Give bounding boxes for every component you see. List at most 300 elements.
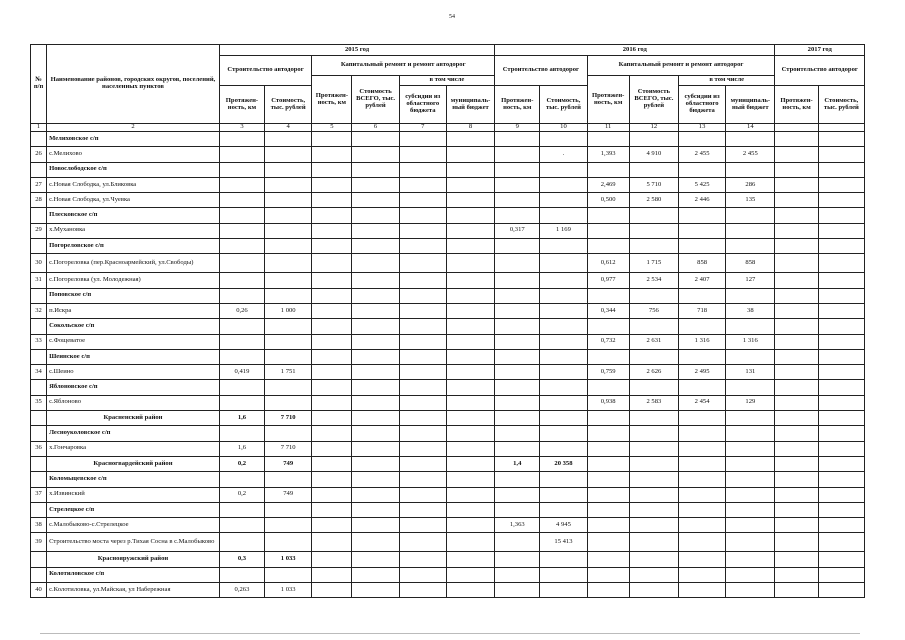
value-cell bbox=[540, 177, 587, 192]
empty-cell bbox=[678, 208, 725, 223]
empty-cell bbox=[775, 380, 818, 395]
value-cell: 1 751 bbox=[265, 365, 312, 380]
empty-cell bbox=[540, 319, 587, 334]
empty-cell bbox=[818, 162, 864, 177]
value-cell bbox=[352, 518, 399, 533]
settlement-row bbox=[31, 132, 865, 147]
empty-cell bbox=[629, 239, 678, 254]
value-cell bbox=[587, 533, 629, 552]
district-name: Краснояружский район bbox=[47, 552, 220, 567]
settlement-name: Шеинское с/п bbox=[47, 349, 220, 364]
empty-cell bbox=[399, 162, 446, 177]
value-cell bbox=[446, 552, 494, 567]
empty-cell bbox=[312, 380, 352, 395]
empty-cell bbox=[265, 426, 312, 441]
empty-cell bbox=[399, 319, 446, 334]
value-cell bbox=[446, 365, 494, 380]
empty-cell bbox=[399, 426, 446, 441]
row-number-cell bbox=[31, 208, 47, 223]
value-cell: 7 710 bbox=[265, 411, 312, 426]
value-cell bbox=[495, 552, 540, 567]
empty-cell bbox=[818, 319, 864, 334]
value-cell bbox=[446, 193, 494, 208]
empty-cell bbox=[726, 288, 775, 303]
value-cell: 286 bbox=[726, 177, 775, 192]
settlement-row bbox=[31, 162, 865, 177]
empty-cell bbox=[495, 567, 540, 582]
row-number: 31 bbox=[31, 273, 47, 288]
value-cell bbox=[629, 223, 678, 238]
value-cell: 1,6 bbox=[219, 411, 264, 426]
row-number-cell bbox=[31, 288, 47, 303]
value-cell: 135 bbox=[726, 193, 775, 208]
table-row bbox=[31, 441, 865, 456]
value-cell: 38 bbox=[726, 303, 775, 318]
settlement-name: Поповское с/п bbox=[47, 288, 220, 303]
value-cell bbox=[446, 456, 494, 471]
table-row bbox=[31, 223, 865, 238]
col-index bbox=[775, 124, 818, 132]
value-cell bbox=[495, 193, 540, 208]
empty-cell bbox=[540, 349, 587, 364]
empty-cell bbox=[678, 426, 725, 441]
value-cell: 20 358 bbox=[540, 456, 587, 471]
empty-cell bbox=[352, 426, 399, 441]
construction-2016-header: Строительство автодорог bbox=[495, 56, 587, 86]
empty-cell bbox=[540, 472, 587, 487]
empty-cell bbox=[312, 239, 352, 254]
value-cell bbox=[352, 533, 399, 552]
value-cell bbox=[446, 441, 494, 456]
repair-2015-header: Капитальный ремонт и ремонт автодорог bbox=[312, 56, 495, 76]
locality-name: х.Мухановка bbox=[47, 223, 220, 238]
settlement-name: Стрелецкое с/п bbox=[47, 502, 220, 517]
empty-cell bbox=[446, 567, 494, 582]
value-cell bbox=[265, 147, 312, 162]
row-number: 32 bbox=[31, 303, 47, 318]
empty-cell bbox=[399, 380, 446, 395]
col-index: 8 bbox=[446, 124, 494, 132]
empty-cell bbox=[352, 239, 399, 254]
value-cell bbox=[587, 223, 629, 238]
empty-cell bbox=[446, 162, 494, 177]
value-cell: 2 626 bbox=[629, 365, 678, 380]
value-cell bbox=[726, 456, 775, 471]
value-cell: 0,500 bbox=[587, 193, 629, 208]
value-cell bbox=[587, 456, 629, 471]
empty-cell bbox=[540, 567, 587, 582]
settlement-name: Колотиловское с/п bbox=[47, 567, 220, 582]
value-cell bbox=[678, 518, 725, 533]
value-cell bbox=[587, 552, 629, 567]
value-cell: 0,26 bbox=[219, 303, 264, 318]
value-cell bbox=[352, 273, 399, 288]
empty-cell bbox=[587, 380, 629, 395]
empty-cell bbox=[587, 239, 629, 254]
empty-cell bbox=[446, 502, 494, 517]
value-cell bbox=[726, 518, 775, 533]
value-cell bbox=[399, 273, 446, 288]
empty-cell bbox=[495, 239, 540, 254]
value-cell bbox=[818, 552, 864, 567]
value-cell: 0,3 bbox=[219, 552, 264, 567]
year-2017-header: 2017 год bbox=[775, 45, 865, 56]
year-2016-header: 2016 год bbox=[495, 45, 775, 56]
value-cell bbox=[352, 583, 399, 598]
col-index: 7 bbox=[399, 124, 446, 132]
value-cell: 2 446 bbox=[678, 193, 725, 208]
empty-cell bbox=[726, 162, 775, 177]
value-cell bbox=[726, 441, 775, 456]
value-cell bbox=[775, 273, 818, 288]
table-row bbox=[31, 254, 865, 273]
value-cell bbox=[818, 177, 864, 192]
value-cell bbox=[587, 441, 629, 456]
row-number: 29 bbox=[31, 223, 47, 238]
empty-cell bbox=[219, 380, 264, 395]
value-cell bbox=[352, 193, 399, 208]
district-name: Красногвардейский район bbox=[47, 456, 220, 471]
empty-cell bbox=[312, 288, 352, 303]
empty-cell bbox=[446, 472, 494, 487]
value-cell bbox=[540, 441, 587, 456]
value-cell bbox=[678, 552, 725, 567]
value-cell bbox=[219, 273, 264, 288]
value-cell bbox=[726, 583, 775, 598]
value-cell bbox=[726, 552, 775, 567]
value-cell bbox=[219, 147, 264, 162]
row-number-cell bbox=[31, 380, 47, 395]
table-row bbox=[31, 583, 865, 598]
value-cell bbox=[495, 411, 540, 426]
empty-cell bbox=[495, 349, 540, 364]
col-index: 4 bbox=[265, 124, 312, 132]
empty-cell bbox=[352, 349, 399, 364]
value-cell bbox=[540, 365, 587, 380]
empty-cell bbox=[265, 502, 312, 517]
row-number-cell bbox=[31, 411, 47, 426]
row-number-cell bbox=[31, 162, 47, 177]
value-cell bbox=[219, 395, 264, 410]
value-cell bbox=[265, 334, 312, 349]
locality-name: с.Новая Слободка, ул.Чуевка bbox=[47, 193, 220, 208]
value-cell bbox=[678, 583, 725, 598]
value-cell bbox=[352, 147, 399, 162]
empty-cell bbox=[495, 472, 540, 487]
value-cell bbox=[495, 533, 540, 552]
value-cell bbox=[265, 533, 312, 552]
empty-cell bbox=[629, 472, 678, 487]
empty-cell bbox=[540, 502, 587, 517]
value-cell bbox=[446, 487, 494, 502]
incl-2015-header: в том числе bbox=[399, 76, 494, 86]
length-2017-header: Протяжен-ность, км bbox=[775, 86, 818, 124]
value-cell bbox=[726, 487, 775, 502]
empty-cell bbox=[775, 567, 818, 582]
settlement-row bbox=[31, 567, 865, 582]
table-row bbox=[31, 487, 865, 502]
empty-cell bbox=[818, 567, 864, 582]
value-cell bbox=[219, 223, 264, 238]
empty-cell bbox=[818, 426, 864, 441]
value-cell: 1 316 bbox=[678, 334, 725, 349]
value-cell bbox=[775, 193, 818, 208]
row-number: 39 bbox=[31, 533, 47, 552]
empty-cell bbox=[726, 426, 775, 441]
value-cell bbox=[312, 273, 352, 288]
row-number: 38 bbox=[31, 518, 47, 533]
empty-cell bbox=[399, 567, 446, 582]
empty-cell bbox=[265, 132, 312, 147]
value-cell bbox=[352, 177, 399, 192]
value-cell bbox=[352, 223, 399, 238]
value-cell bbox=[446, 177, 494, 192]
value-cell bbox=[775, 177, 818, 192]
value-cell bbox=[678, 223, 725, 238]
empty-cell bbox=[818, 239, 864, 254]
value-cell bbox=[726, 533, 775, 552]
value-cell bbox=[446, 518, 494, 533]
value-cell bbox=[352, 411, 399, 426]
value-cell: 5 425 bbox=[678, 177, 725, 192]
empty-cell bbox=[495, 380, 540, 395]
settlement-name: Коломыцевское с/п bbox=[47, 472, 220, 487]
empty-cell bbox=[495, 502, 540, 517]
cost-total-2016-header: Стоимость ВСЕГО, тыс. рублей bbox=[629, 76, 678, 124]
empty-cell bbox=[265, 162, 312, 177]
empty-cell bbox=[629, 380, 678, 395]
settlement-name: Лесноуколовское с/п bbox=[47, 426, 220, 441]
row-number: 33 bbox=[31, 334, 47, 349]
empty-cell bbox=[678, 380, 725, 395]
empty-cell bbox=[446, 132, 494, 147]
row-number: 36 bbox=[31, 441, 47, 456]
page-number: 54 bbox=[449, 14, 455, 20]
col-num-header: № п/п bbox=[31, 45, 47, 124]
value-cell: 756 bbox=[629, 303, 678, 318]
value-cell bbox=[818, 533, 864, 552]
empty-cell bbox=[726, 319, 775, 334]
empty-cell bbox=[312, 472, 352, 487]
value-cell bbox=[540, 552, 587, 567]
empty-cell bbox=[818, 208, 864, 223]
value-cell bbox=[219, 177, 264, 192]
empty-cell bbox=[219, 162, 264, 177]
value-cell: 4 910 bbox=[629, 147, 678, 162]
value-cell: 0,2 bbox=[219, 456, 264, 471]
value-cell: 2 580 bbox=[629, 193, 678, 208]
empty-cell bbox=[775, 472, 818, 487]
row-number: 26 bbox=[31, 147, 47, 162]
value-cell bbox=[775, 254, 818, 273]
value-cell bbox=[818, 193, 864, 208]
table-row bbox=[31, 518, 865, 533]
value-cell: 2 455 bbox=[726, 147, 775, 162]
value-cell bbox=[540, 334, 587, 349]
empty-cell bbox=[587, 208, 629, 223]
value-cell: 0,317 bbox=[495, 223, 540, 238]
value-cell bbox=[495, 487, 540, 502]
value-cell bbox=[678, 533, 725, 552]
value-cell bbox=[265, 273, 312, 288]
value-cell: 5 710 bbox=[629, 177, 678, 192]
settlement-row bbox=[31, 349, 865, 364]
col-index: 2 bbox=[47, 124, 220, 132]
construction-2017-header: Строительство автодорог bbox=[775, 56, 865, 86]
empty-cell bbox=[399, 349, 446, 364]
value-cell: . bbox=[540, 147, 587, 162]
value-cell bbox=[219, 254, 264, 273]
empty-cell bbox=[265, 208, 312, 223]
empty-cell bbox=[312, 162, 352, 177]
locality-name: с.Погореловка (пер.Красноармейский, ул.Свободы) bbox=[47, 254, 220, 273]
empty-cell bbox=[219, 349, 264, 364]
row-number: 35 bbox=[31, 395, 47, 410]
value-cell bbox=[399, 365, 446, 380]
empty-cell bbox=[587, 472, 629, 487]
value-cell: 1,4 bbox=[495, 456, 540, 471]
settlement-name: Яблоновское с/п bbox=[47, 380, 220, 395]
value-cell bbox=[219, 533, 264, 552]
value-cell bbox=[587, 411, 629, 426]
empty-cell bbox=[312, 132, 352, 147]
length-2016-repair-header: Протяжен-ность, км bbox=[587, 76, 629, 124]
empty-cell bbox=[775, 239, 818, 254]
value-cell bbox=[495, 303, 540, 318]
value-cell bbox=[629, 518, 678, 533]
cost-2016-header: Стоимость, тыс. рублей bbox=[540, 86, 587, 124]
empty-cell bbox=[312, 319, 352, 334]
value-cell bbox=[587, 487, 629, 502]
value-cell bbox=[312, 193, 352, 208]
value-cell bbox=[312, 254, 352, 273]
value-cell bbox=[446, 273, 494, 288]
value-cell bbox=[495, 334, 540, 349]
empty-cell bbox=[818, 288, 864, 303]
value-cell bbox=[775, 441, 818, 456]
value-cell bbox=[775, 518, 818, 533]
value-cell bbox=[312, 147, 352, 162]
col-index: 5 bbox=[312, 124, 352, 132]
row-number-cell bbox=[31, 319, 47, 334]
empty-cell bbox=[678, 349, 725, 364]
value-cell bbox=[399, 518, 446, 533]
row-number: 30 bbox=[31, 254, 47, 273]
col-index: 13 bbox=[678, 124, 725, 132]
empty-cell bbox=[726, 380, 775, 395]
value-cell bbox=[775, 223, 818, 238]
value-cell: 0,759 bbox=[587, 365, 629, 380]
value-cell bbox=[312, 303, 352, 318]
empty-cell bbox=[495, 162, 540, 177]
empty-cell bbox=[587, 502, 629, 517]
value-cell bbox=[540, 193, 587, 208]
subsidy-2016-header: субсидии из областного бюджета bbox=[678, 86, 725, 124]
value-cell bbox=[678, 487, 725, 502]
value-cell bbox=[818, 487, 864, 502]
empty-cell bbox=[219, 502, 264, 517]
empty-cell bbox=[265, 288, 312, 303]
value-cell bbox=[265, 177, 312, 192]
empty-cell bbox=[775, 502, 818, 517]
value-cell bbox=[775, 456, 818, 471]
empty-cell bbox=[587, 162, 629, 177]
district-name: Красненский район bbox=[47, 411, 220, 426]
value-cell bbox=[587, 518, 629, 533]
value-cell bbox=[678, 441, 725, 456]
empty-cell bbox=[312, 208, 352, 223]
value-cell: 1,6 bbox=[219, 441, 264, 456]
value-cell bbox=[629, 441, 678, 456]
value-cell bbox=[312, 518, 352, 533]
value-cell bbox=[352, 395, 399, 410]
value-cell bbox=[446, 395, 494, 410]
value-cell bbox=[265, 193, 312, 208]
page-bottom-edge bbox=[40, 633, 860, 634]
value-cell bbox=[818, 303, 864, 318]
empty-cell bbox=[629, 288, 678, 303]
settlement-name: Сокольское с/п bbox=[47, 319, 220, 334]
value-cell: 7 710 bbox=[265, 441, 312, 456]
table-row bbox=[31, 365, 865, 380]
cost-2017-header: Стоимость, тыс. рублей bbox=[818, 86, 864, 124]
value-cell bbox=[629, 456, 678, 471]
settlement-row bbox=[31, 502, 865, 517]
locality-name: с.Фощеватое bbox=[47, 334, 220, 349]
value-cell: 0,977 bbox=[587, 273, 629, 288]
value-cell: 0,263 bbox=[219, 583, 264, 598]
value-cell bbox=[818, 254, 864, 273]
empty-cell bbox=[219, 472, 264, 487]
year-2015-header: 2015 год bbox=[219, 45, 494, 56]
empty-cell bbox=[775, 162, 818, 177]
empty-cell bbox=[399, 288, 446, 303]
value-cell: 0,612 bbox=[587, 254, 629, 273]
value-cell: 0,419 bbox=[219, 365, 264, 380]
empty-cell bbox=[678, 319, 725, 334]
table-row bbox=[31, 395, 865, 410]
value-cell: 2 583 bbox=[629, 395, 678, 410]
empty-cell bbox=[446, 288, 494, 303]
value-cell bbox=[399, 193, 446, 208]
row-number-cell bbox=[31, 132, 47, 147]
value-cell bbox=[495, 441, 540, 456]
roads-table bbox=[30, 44, 865, 598]
empty-cell bbox=[629, 567, 678, 582]
row-number-cell bbox=[31, 502, 47, 517]
value-cell: 1,363 bbox=[495, 518, 540, 533]
value-cell bbox=[446, 334, 494, 349]
settlement-name: Мелиховское с/п bbox=[47, 132, 220, 147]
value-cell bbox=[399, 533, 446, 552]
empty-cell bbox=[540, 288, 587, 303]
empty-cell bbox=[265, 567, 312, 582]
col-index: 9 bbox=[495, 124, 540, 132]
empty-cell bbox=[540, 132, 587, 147]
empty-cell bbox=[775, 319, 818, 334]
value-cell bbox=[312, 533, 352, 552]
value-cell: 2 454 bbox=[678, 395, 725, 410]
value-cell: 0,938 bbox=[587, 395, 629, 410]
value-cell: 1 033 bbox=[265, 583, 312, 598]
value-cell bbox=[775, 365, 818, 380]
empty-cell bbox=[587, 567, 629, 582]
empty-cell bbox=[495, 319, 540, 334]
value-cell: 749 bbox=[265, 456, 312, 471]
table-row bbox=[31, 193, 865, 208]
col-index: 10 bbox=[540, 124, 587, 132]
value-cell bbox=[399, 254, 446, 273]
